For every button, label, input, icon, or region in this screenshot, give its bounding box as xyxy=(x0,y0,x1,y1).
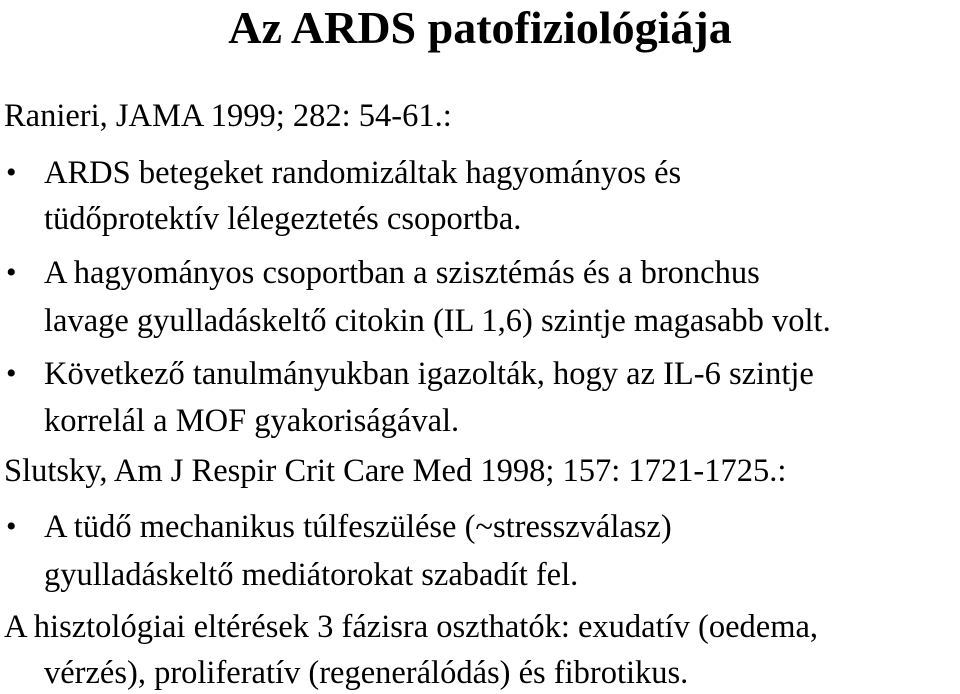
reference-ranieri: Ranieri, JAMA 1999; 282: 54-61.: xyxy=(4,98,452,134)
closing-paragraph-line: vérzés), proliferatív (regenerálódás) és fibrotikus. xyxy=(44,655,689,691)
bullet-icon: • xyxy=(6,156,17,189)
reference-slutsky: Slutsky, Am J Respir Crit Care Med 1998; 157: 1721-1725.: xyxy=(4,453,787,489)
bullet-icon: • xyxy=(6,357,17,390)
bullet-line: gyulladáskeltő mediátorokat szabadít fel. xyxy=(44,557,579,593)
bullet-line: lavage gyulladáskeltő citokin (IL 1,6) szintje magasabb volt. xyxy=(44,303,831,339)
bullet-line: A hagyományos csoportban a szisztémás és a bronchus xyxy=(44,255,760,291)
bullet-line: A tüdő mechanikus túlfeszülése (~stresszválasz) xyxy=(44,509,672,545)
closing-paragraph-line: A hisztológiai eltérések 3 fázisra oszthatók: exudatív (oedema, xyxy=(4,609,819,645)
bullet-line: korrelál a MOF gyakoriságával. xyxy=(44,403,460,439)
slide-title: Az ARDS patofiziológiája xyxy=(228,2,732,53)
bullet-line: ARDS betegeket randomizáltak hagyományos és xyxy=(44,155,682,191)
bullet-line: tüdőprotektív lélegeztetés csoportba. xyxy=(44,201,522,237)
bullet-icon: • xyxy=(6,256,17,289)
bullet-line: Következő tanulmányukban igazolták, hogy az IL-6 szintje xyxy=(44,356,814,392)
bullet-icon: • xyxy=(6,510,17,543)
